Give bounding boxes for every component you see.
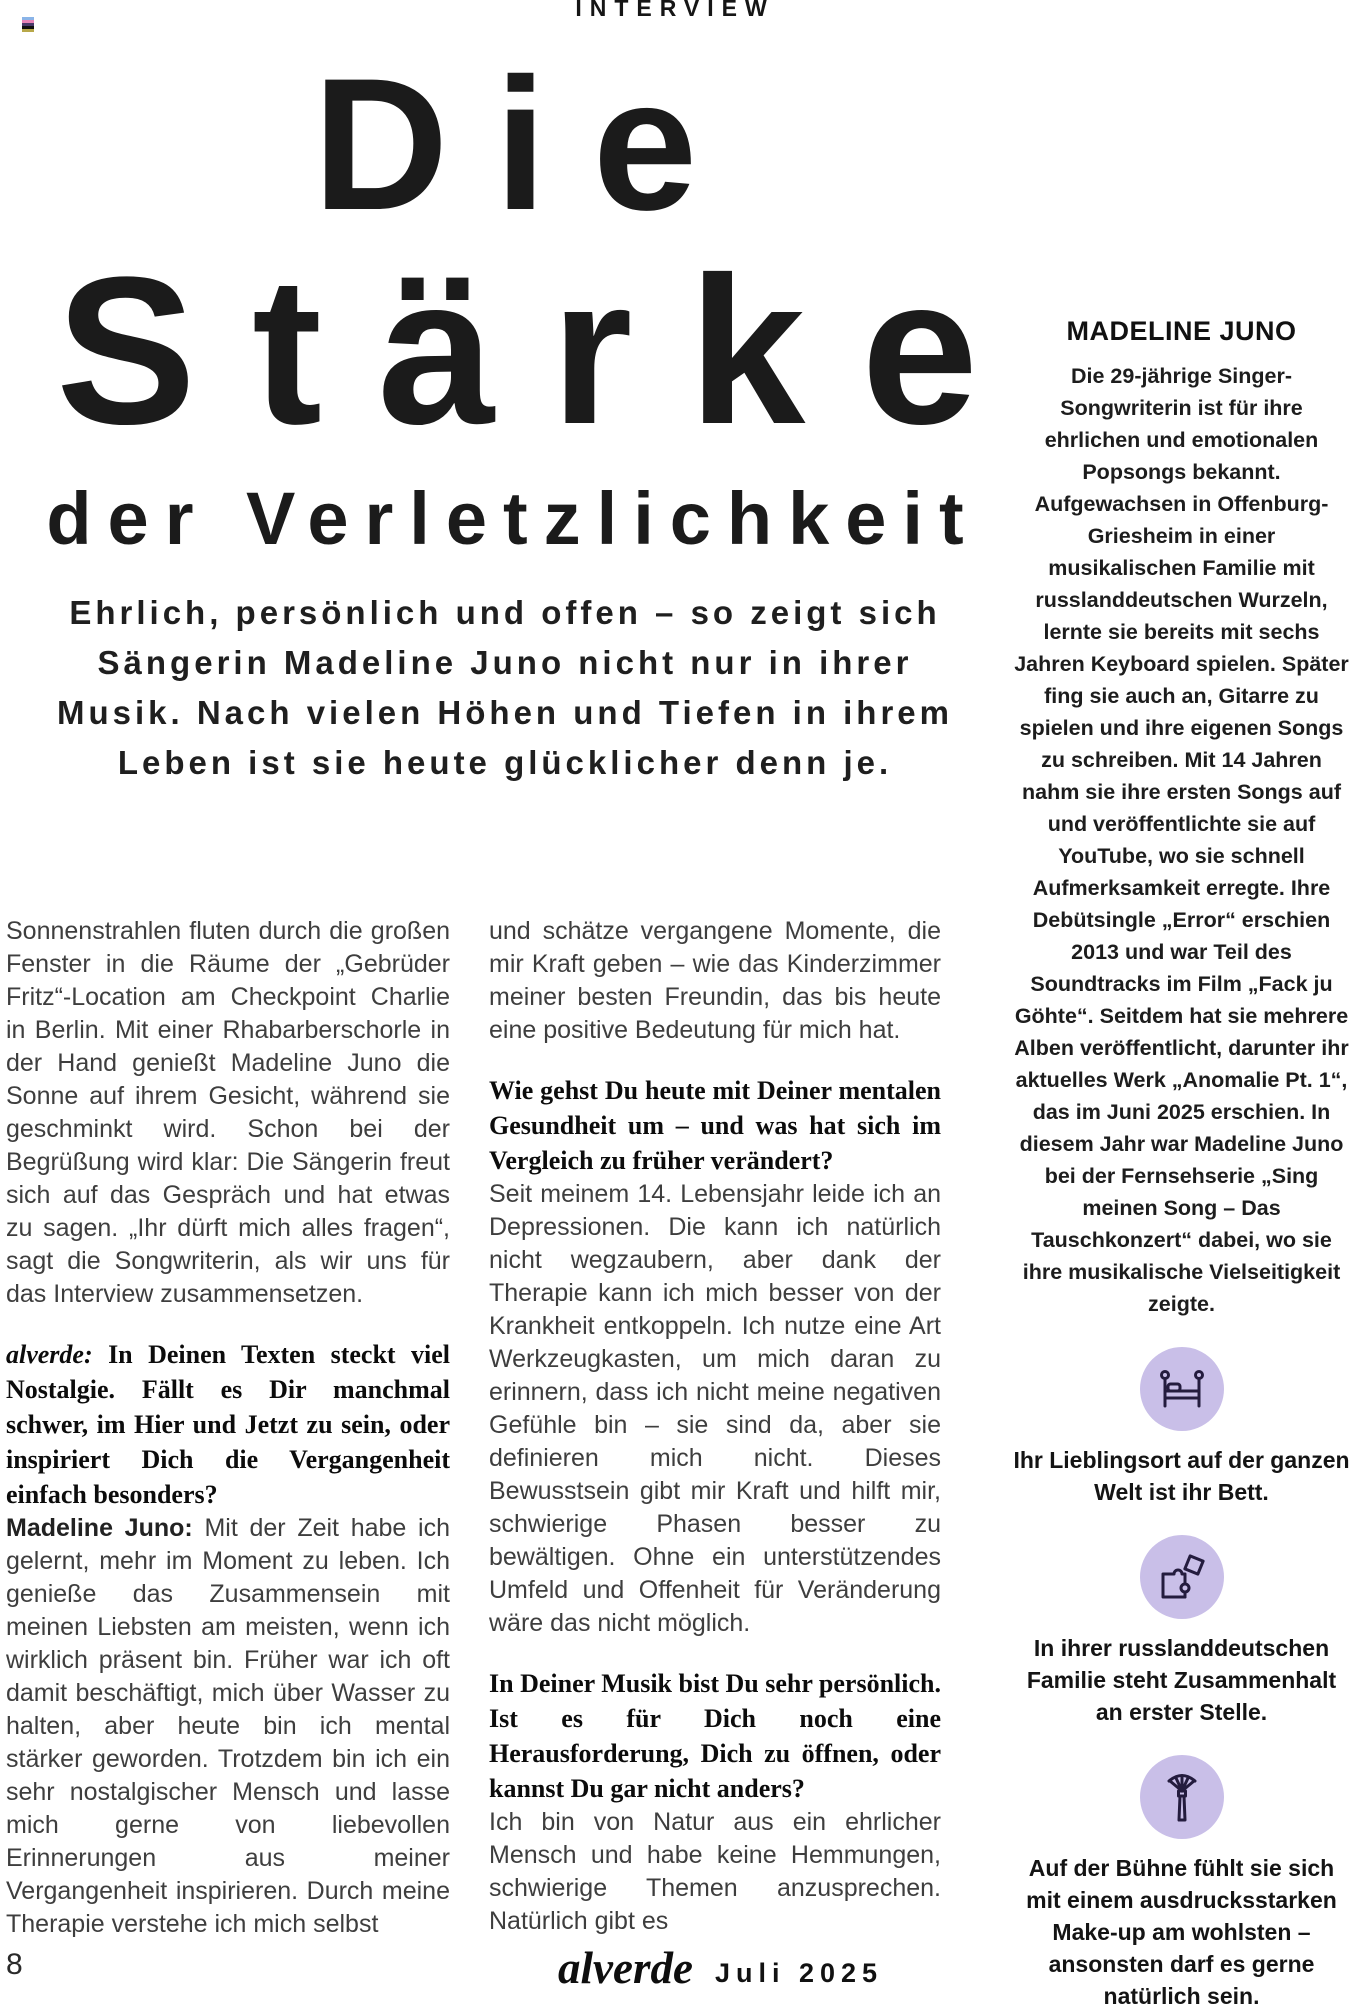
fact-text: In ihrer russlanddeutschen Familie steht Zusammenhalt an erster Stelle. — [1026, 1635, 1337, 1725]
fact-text: Auf der Bühne fühlt sie sich mit einem ausdrucksstarken Make-up am wohlsten – ansonsten darf es gerne natürlich sein. — [1026, 1855, 1337, 2009]
fact-bed — [1013, 1347, 1350, 1508]
sidebar-heading: MADELINE JUNO — [1066, 316, 1297, 346]
page-number: 8 — [6, 1948, 23, 1981]
intro-paragraph: Sonnenstrahlen fluten durch die großen Fenster in die Räume der „Gebrüder Fritz“-Location am Checkpoint Charlie in Berlin. Mit einer Rhabarberschorle in der Hand genießt Madeline Juno die Sonne auf ihrem Gesicht, während sie geschminkt wird. Schon bei der Begrüßung wird klar: Die Sängerin freut sich auf das Gespräch und hat etwas zu sagen. „Ihr dürft mich alles fragen“, sagt die Songwriterin, als wir uns für das Interview zusammensetzen. — [6, 917, 450, 1308]
section-kicker: INTERVIEW — [575, 0, 775, 21]
answer-1-text: Mit der Zeit habe ich gelernt, mehr im Moment zu leben. Ich genieße das Zusammensein mit meinen Liebsten am meisten, wenn ich wirklich präsent bin. Früher war ich oft damit beschäftigt, mich über Wasser zu halten, aber heute bin ich mental stärker geworden. Trotzdem bin ich ein sehr nostalgischer Mensch und lasse mich gerne von liebevollen Erinnerungen aus meiner Vergangenheit inspirieren. Durch meine Therapie verstehe ich mich selbst — [6, 1514, 450, 1938]
fact-makeup — [1013, 1755, 1350, 2012]
fact-family — [1013, 1535, 1350, 1728]
bed-icon — [1157, 1368, 1207, 1410]
fact-icon-circle — [1140, 1535, 1224, 1619]
makeup-brush-icon — [1162, 1771, 1202, 1823]
artist-bio: Die 29-jährige Singer-Songwriterin ist für ihre ehrlichen und emotionalen Popsongs bekannt. Aufgewachsen in Offenburg-Griesheim in einer musikalischen Familie mit russlanddeutschen Wurzeln, lernte sie bereits mit sechs Jahren Keyboard spielen. Später fing sie auch an, Gitarre zu spielen und ihre eigenen Songs zu schreiben. Mit 14 Jahren nahm sie ihre ersten Songs auf und veröffentlichte sie auf YouTube, wo sie schnell Aufmerksamkeit erregte. Ihre Debütsingle „Error“ erschien 2013 und war Teil des Soundtracks im Film „Fack ju Göhte“. Seitdem hat sie mehrere Alben veröffentlicht, darunter ihr aktuelles Werk „Anomalie Pt. 1“, das im Juni 2025 erschien. In diesem Jahr war Madeline Juno bei der Fernsehserie „Sing meinen Song – Das Tauschkonzert“ dabei, wo sie ihre musikalische Vielseitigkeit zeigte. — [1014, 364, 1349, 1316]
interviewee-label: Madeline Juno: — [6, 1514, 193, 1542]
question-2: Wie gehst Du heute mit Deiner mentalen Gesundheit um – und was hat sich im Vergleich zu früher verändert? — [489, 1076, 941, 1175]
title-line-2: Stärke — [56, 233, 1035, 468]
issue-date: Juli 2025 — [715, 1958, 884, 1988]
column-middle — [489, 915, 941, 1938]
artist-info-sidebar — [1013, 316, 1350, 2012]
answer-2: Seit meinem 14. Lebensjahr leide ich an Depressionen. Die kann ich natürlich nicht wegzaubern, aber dank der Therapie kann ich mich besser von der Krankheit entkoppeln. Ich nutze eine Art Werkzeugkasten, um mich daran zu erinnern, dass ich nicht meine negativen Gefühle bin – sie sind da, aber sie definieren mich nicht. Dieses Bewusstsein gibt mir Kraft und hilft mir, schwierige Phasen besser zu bewältigen. Ohne ein unterstützendes Umfeld und Offenheit für Veränderung wäre das nicht möglich. — [489, 1180, 941, 1637]
standfirst: Ehrlich, persönlich und offen – so zeigt sich Sängerin Madeline Juno nicht nur in ihrer Musik. Nach vielen Höhen und Tiefen in ihrem Leben ist sie heute glücklicher denn je. — [56, 594, 954, 781]
magazine-logo: alverde — [558, 1943, 693, 1993]
answer-1 — [6, 1512, 450, 1941]
question-1-text: In Deinen Texten steckt viel Nostalgie. Fällt es Dir manchmal schwer, im Hier und Jetzt zu sein, oder inspiriert Dich die Vergangenheit einfach besonders? — [6, 1340, 450, 1509]
title-line-1: Die — [312, 39, 744, 249]
puzzle-icon — [1158, 1554, 1206, 1600]
fact-icon-circle — [1140, 1347, 1224, 1431]
article-title — [0, 39, 1035, 561]
answer-1-continued: und schätze vergangene Momente, die mir Kraft geben – wie das Kinderzimmer meiner besten Freundin, das bis heute eine positive Bedeutung für mich hat. — [489, 917, 941, 1044]
question-1 — [6, 1337, 450, 1512]
interviewer-label: alverde: — [6, 1340, 93, 1369]
column-left — [6, 915, 450, 1941]
fact-icon-circle — [1140, 1755, 1224, 1839]
answer-3: Ich bin von Natur aus ein ehrlicher Mensch und habe keine Hemmungen, schwierige Themen anzusprechen. Natürlich gibt es — [489, 1808, 941, 1935]
fact-text: Ihr Lieblingsort auf der ganzen Welt ist ihr Bett. — [1013, 1447, 1350, 1505]
print-color-mark — [22, 17, 34, 32]
print-stripe — [22, 29, 34, 32]
question-3: In Deiner Musik bist Du sehr persönlich. Ist es für Dich noch eine Herausforderung, Dich zu öffnen, oder kannst Du gar nicht anders? — [489, 1669, 941, 1803]
title-line-3: der Verletzlichkeit — [46, 477, 980, 560]
